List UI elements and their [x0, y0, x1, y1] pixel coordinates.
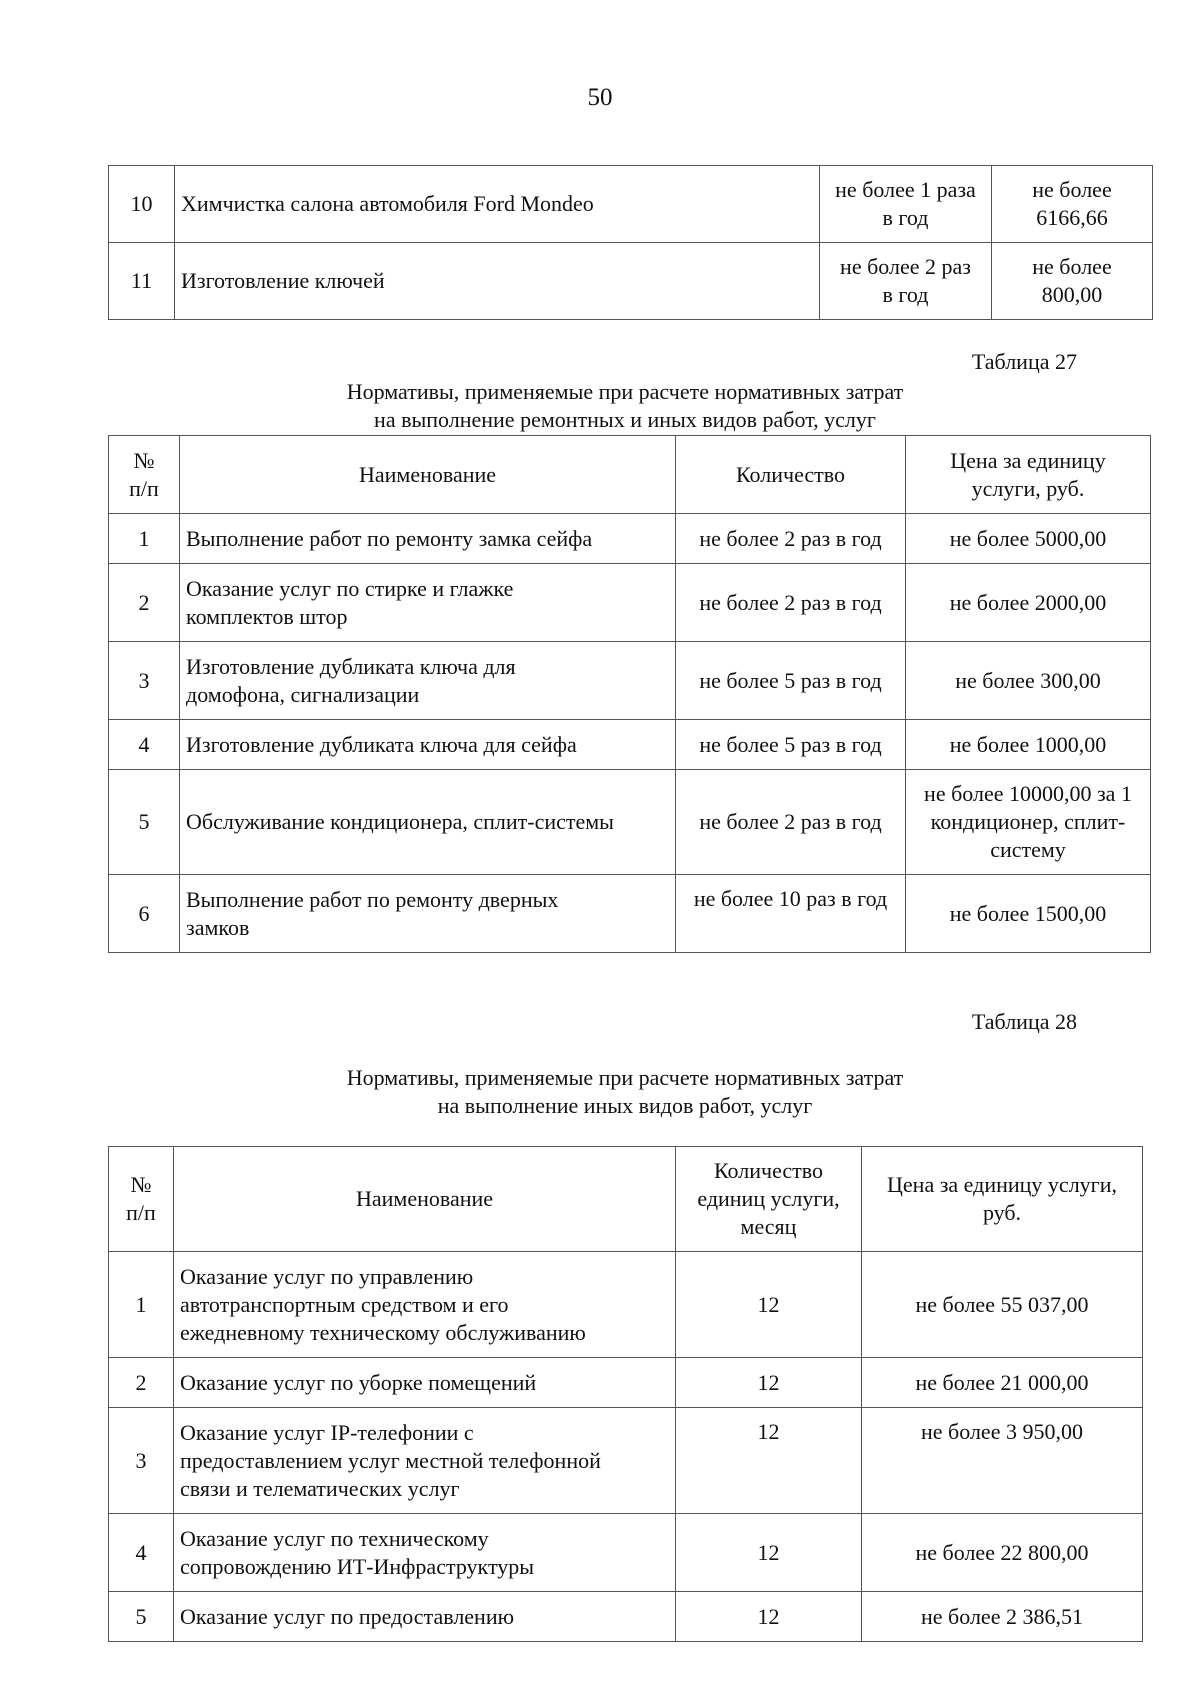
row-qty: 12: [676, 1592, 862, 1642]
table28-title-line2: на выполнение иных видов работ, услуг: [437, 1093, 813, 1118]
table-row: [109, 514, 1151, 564]
table-header-row: [109, 436, 1151, 514]
row-num: 10: [109, 166, 175, 243]
row-qty: 12: [676, 1514, 862, 1592]
row-num: 5: [109, 1592, 174, 1642]
header-num: № п/п: [109, 436, 180, 514]
header-price: Цена за единицу услуги, руб.: [862, 1147, 1143, 1252]
header-price: Цена за единицу услуги, руб.: [906, 436, 1151, 514]
table-row: [109, 1358, 1143, 1408]
row-name: Химчистка салона автомобиля Ford Mondeo: [175, 166, 820, 243]
row-name: Выполнение работ по ремонту замка сейфа: [180, 514, 676, 564]
row-price: не более 21 000,00: [862, 1358, 1143, 1408]
row-name: Оказание услуг по стирке и глажке комплектов штор: [180, 564, 676, 642]
row-name: Оказание услуг по техническому сопровождению ИТ-Инфраструктуры: [174, 1514, 676, 1592]
row-price: не более 55 037,00: [862, 1252, 1143, 1358]
page-number: 50: [587, 84, 613, 111]
row-qty: не более 5 раз в год: [676, 642, 906, 720]
table-row: [109, 1592, 1143, 1642]
row-price: не более 300,00: [906, 642, 1151, 720]
row-num: 1: [109, 1252, 174, 1358]
table-row: [109, 770, 1151, 875]
row-qty: не более 2 раз в год: [820, 243, 992, 320]
row-price: не более 10000,00 за 1 кондиционер, сплит- систему: [906, 770, 1151, 875]
header-qty: Количество: [676, 436, 906, 514]
row-num: 2: [109, 564, 180, 642]
row-name: Оказание услуг по предоставлению: [174, 1592, 676, 1642]
row-num: 6: [109, 875, 180, 953]
table27-label: Таблица 27: [971, 349, 1077, 374]
table-row: [109, 166, 1153, 243]
table-row: [109, 1408, 1143, 1514]
table28-title-line1: Нормативы, применяемые при расчете нормативных затрат: [346, 1065, 904, 1090]
row-qty: не более 10 раз в год: [676, 875, 906, 953]
table27-title-line1: Нормативы, применяемые при расчете нормативных затрат: [346, 379, 904, 404]
table-row: [109, 642, 1151, 720]
row-price: не более 800,00: [992, 243, 1153, 320]
row-num: 1: [109, 514, 180, 564]
table-row: [109, 1514, 1143, 1592]
row-num: 2: [109, 1358, 174, 1408]
row-price: не более 6166,66: [992, 166, 1153, 243]
header-qty: Количество единиц услуги, месяц: [676, 1147, 862, 1252]
row-num: 4: [109, 1514, 174, 1592]
row-num: 11: [109, 243, 175, 320]
header-name: Наименование: [180, 436, 676, 514]
table27: [108, 435, 1151, 953]
row-price: не более 2 386,51: [862, 1592, 1143, 1642]
row-qty: не более 2 раз в год: [676, 514, 906, 564]
table28: [108, 1146, 1143, 1642]
row-price: не более 1500,00: [906, 875, 1151, 953]
table28-label: Таблица 28: [971, 1009, 1077, 1034]
table-row: [109, 720, 1151, 770]
row-qty: не более 2 раз в год: [676, 770, 906, 875]
header-num: № п/п: [109, 1147, 174, 1252]
row-name: Оказание услуг IP-телефонии с предоставлением услуг местной телефонной связи и телематических услуг: [174, 1408, 676, 1514]
row-name: Изготовление дубликата ключа для домофона, сигнализации: [180, 642, 676, 720]
table-prev: [108, 165, 1153, 320]
row-num: 3: [109, 642, 180, 720]
row-num: 5: [109, 770, 180, 875]
row-price: не более 5000,00: [906, 514, 1151, 564]
row-num: 3: [109, 1408, 174, 1514]
row-qty: 12: [676, 1252, 862, 1358]
row-qty: не более 2 раз в год: [676, 564, 906, 642]
table-row: [109, 243, 1153, 320]
header-name: Наименование: [174, 1147, 676, 1252]
table-row: [109, 875, 1151, 953]
table-row: [109, 564, 1151, 642]
row-name: Оказание услуг по управлению автотранспортным средством и его ежедневному техническому обслуживанию: [174, 1252, 676, 1358]
table27-title-line2: на выполнение ремонтных и иных видов работ, услуг: [374, 407, 876, 432]
row-qty: не более 1 раза в год: [820, 166, 992, 243]
row-qty: не более 5 раз в год: [676, 720, 906, 770]
row-name: Изготовление дубликата ключа для сейфа: [180, 720, 676, 770]
row-name: Оказание услуг по уборке помещений: [174, 1358, 676, 1408]
table-row: [109, 1252, 1143, 1358]
row-name: Изготовление ключей: [175, 243, 820, 320]
row-qty: 12: [676, 1408, 862, 1514]
row-price: не более 3 950,00: [862, 1408, 1143, 1514]
row-name: Выполнение работ по ремонту дверных замков: [180, 875, 676, 953]
row-num: 4: [109, 720, 180, 770]
row-price: не более 2000,00: [906, 564, 1151, 642]
row-price: не более 1000,00: [906, 720, 1151, 770]
row-qty: 12: [676, 1358, 862, 1408]
table-header-row: [109, 1147, 1143, 1252]
row-price: не более 22 800,00: [862, 1514, 1143, 1592]
row-name: Обслуживание кондиционера, сплит-системы: [180, 770, 676, 875]
